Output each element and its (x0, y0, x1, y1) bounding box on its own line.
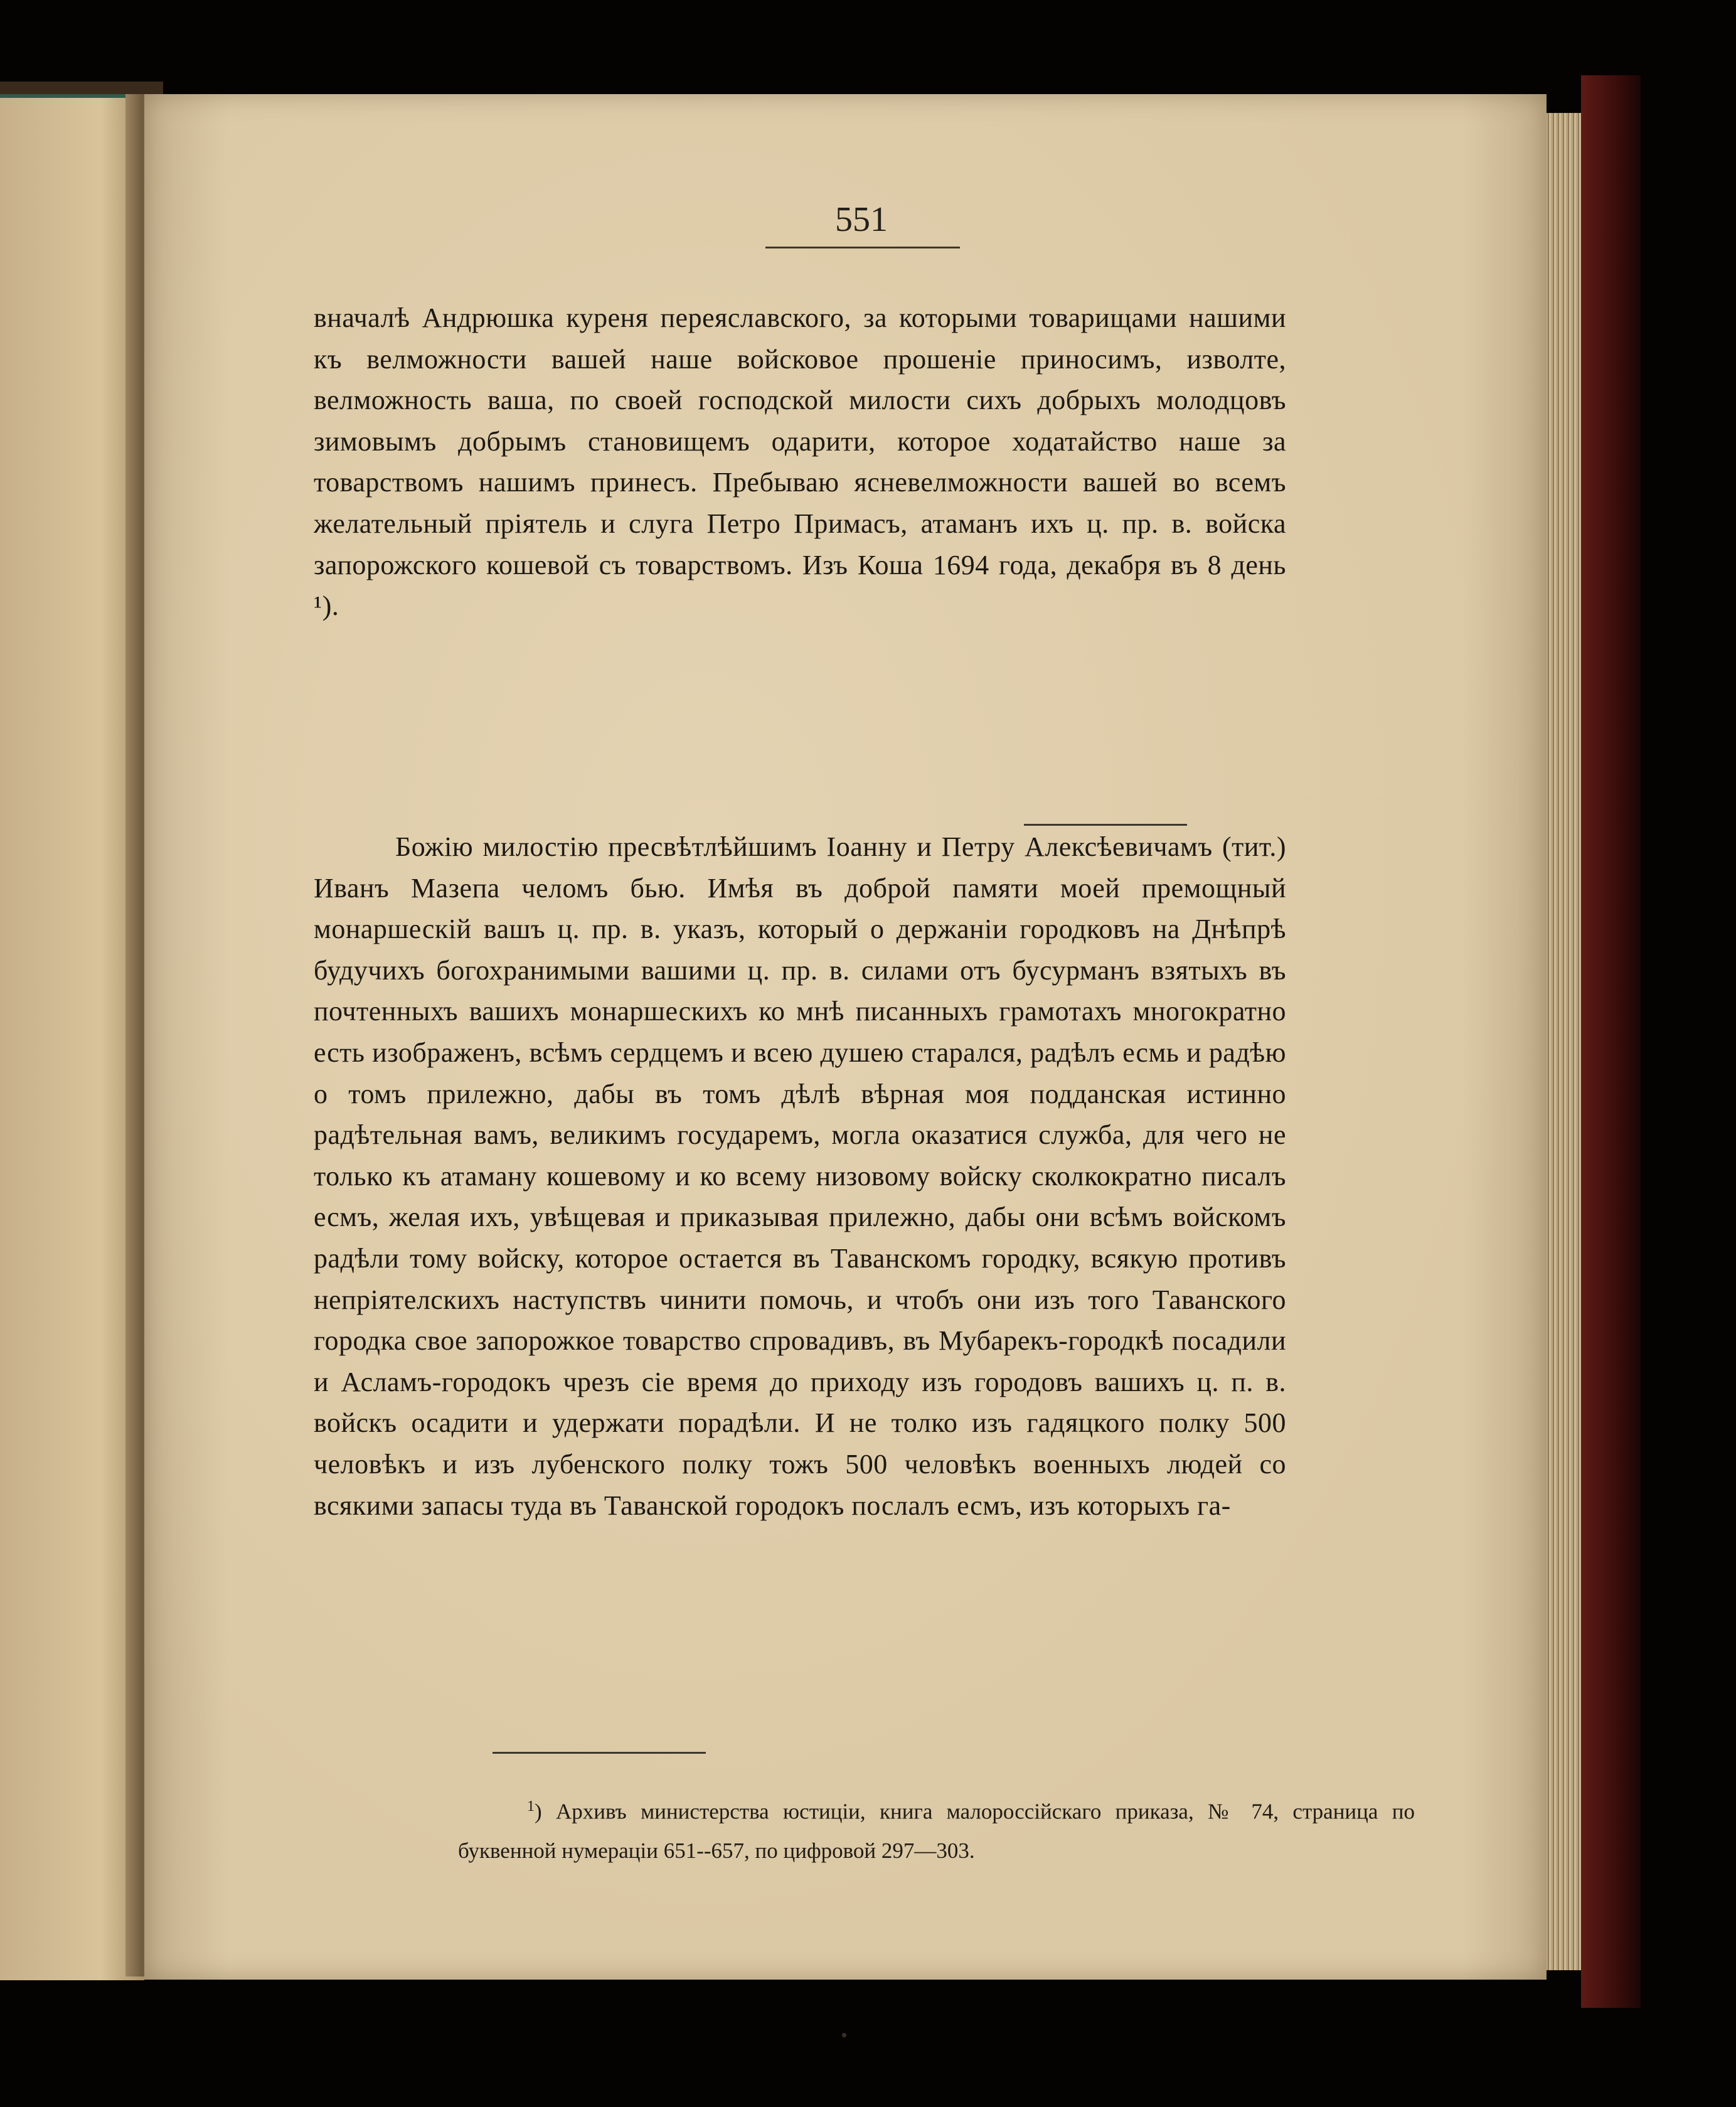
paragraph-mazepa-letter: Божію милостію пресвѣтлѣйшимъ Іоанну и Петру Алексѣевичамъ (тит.) Иванъ Мазепа челомъ бью. Имѣя въ доброй памяти моей премощный монаршескій вашъ ц. пр. в. указъ, который о держаніи городковъ на Днѣпрѣ будучихъ богохранимыми вашими ц. пр. в. силами отъ бусурманъ взятыхъ въ почтенныхъ вашихъ монаршескихъ ко мнѣ писанныхъ грамотахъ многократно есть изображенъ, всѣмъ сердцемъ и всею душею старался, радѣлъ есмь и радѣю о томъ прилежно, дабы въ томъ дѣлѣ вѣрная моя подданская истинно радѣтельная вамъ, великимъ государемъ, могла оказатися служба, для чего не только къ атаману кошевому и ко всему низовому войску сколкократно писалъ есмъ, желая ихъ, увѣщевая и приказывая прилежно, дабы они всѣмъ войскомъ радѣли тому войску, которое остается въ Таванскомъ городку, всякую противъ непріятелскихъ наступствъ чинити помочь, и чтобъ они изъ того Таванского городка свое запорожкое товарство спровадивъ, въ Мубарекъ-городкѣ посадили и Асламъ-городокъ чрезъ сіе время до приходу изъ городовъ вашихъ ц. п. в. войскъ осадити и удержати порадѣли. И не толко изъ гадяцкого полку 500 человѣкъ и изъ лубенского полку тожъ 500 человѣкъ военныхъ людей со всякими запасы туда въ Таванской городокъ послалъ есмъ, изъ которыхъ га- (314, 831, 1286, 1521)
left-page-top-edge (0, 82, 163, 94)
paragraph-letter-ending: вначалѣ Андрюшка куреня переяславского, за которыми товарищами нашими къ велможности вашей наше войсковое прошеніе приносимъ, изволте, велможность ваша, по своей господской милости сихъ добрыхъ молодцовъ зимовымъ добрымъ становищемъ одарити, которое ходатайство наше за товарствомъ нашимъ принесъ. Пребываю ясневелможности вашей во всемъ желательный пріятель и слуга Петро Примасъ, атаманъ ихъ ц. пр. в. войска запорожского кошевой съ товарствомъ. Изъ Коша 1694 года, декабря въ 8 день ¹). (314, 302, 1286, 622)
footnote-divider (493, 1752, 706, 1754)
footnote (458, 1787, 1415, 1870)
right-page (144, 94, 1547, 1980)
left-page (0, 94, 144, 1980)
page-number: 551 (835, 200, 888, 239)
paper-speck (842, 2033, 846, 2037)
footnote-marker: 1 (527, 1798, 535, 1815)
page-number-underline (765, 247, 960, 248)
book-cover-edge (1581, 75, 1641, 2008)
open-book (0, 94, 1631, 1976)
section-divider (1024, 824, 1187, 826)
footnote-text: ) Архивъ министерства юстиціи, книга малороссійскаго приказа, № 74, страница по буквенной нумераціи 651--657, по цифровой 297—303. (458, 1799, 1415, 1863)
